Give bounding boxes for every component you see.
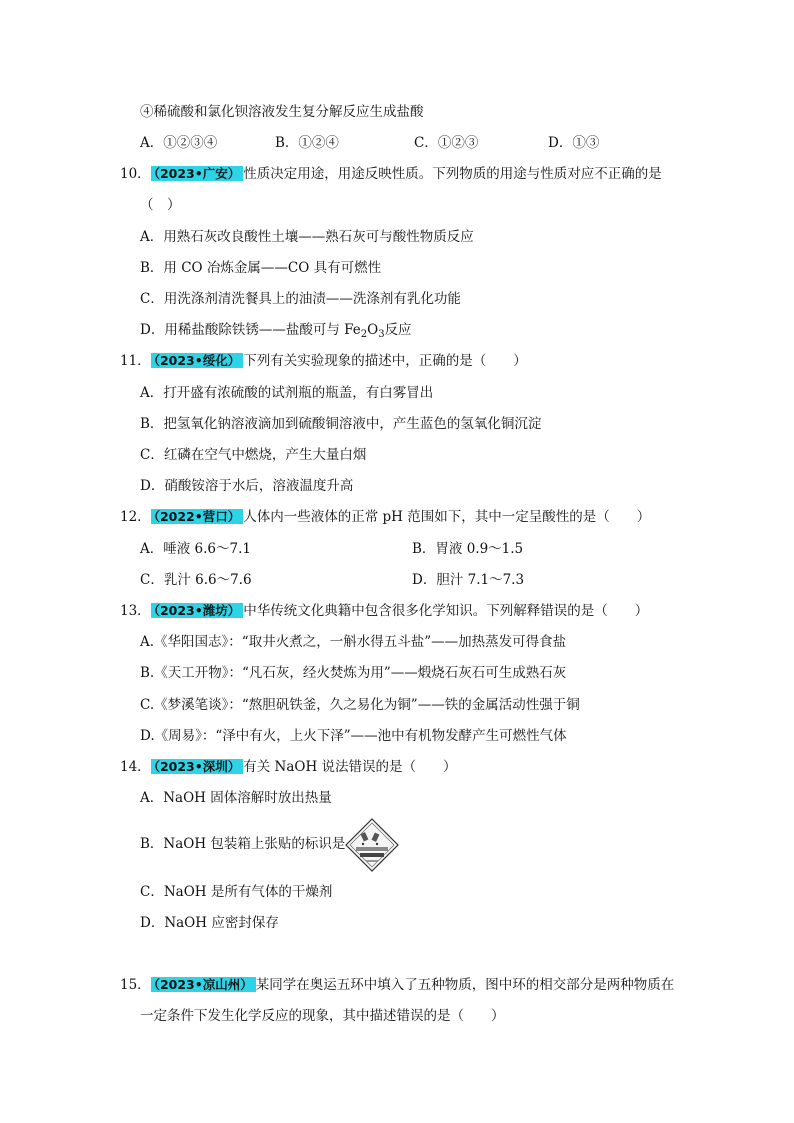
question-number: 13． xyxy=(120,603,151,619)
source-tag: （2023•凉山州） xyxy=(151,977,256,992)
option-text: D．用稀盐酸除铁锈——盐酸可与 Fe xyxy=(140,322,361,338)
question-number: 10． xyxy=(120,166,151,182)
q9-option-b: B．①②④ xyxy=(275,135,339,151)
q9-item4: ④稀硫酸和氯化钡溶液发生复分解反应生成盐酸 xyxy=(140,104,424,120)
q12-option-c: C．乳汁 6.6～7.6 xyxy=(140,572,252,588)
q12-option-a: A．唾液 6.6～7.1 xyxy=(140,541,251,557)
q12-stem xyxy=(120,507,650,527)
q13-option-a: A.《华阳国志》：“取井火煮之，一斛水得五斗盐”——加热蒸发可得食盐 xyxy=(140,634,567,650)
source-tag: （2022•营口） xyxy=(151,509,244,524)
q11-option-c: C．红磷在空气中燃烧，产生大量白烟 xyxy=(140,447,367,463)
question-number: 11． xyxy=(120,353,151,369)
q14-option-c: C．NaOH 是所有气体的干燥剂 xyxy=(140,884,333,900)
option-text: 反应 xyxy=(384,322,412,338)
q11-stem xyxy=(120,351,527,371)
q11-option-d: D．硝酸铵溶于水后，溶液温度升高 xyxy=(140,478,354,494)
q15-stem-continued: 一定条件下发生化学反应的现象，其中描述错误的是（ ） xyxy=(140,1008,505,1024)
q13-option-d: D.《周易》：“泽中有火，上火下泽”——池中有机物发酵产生可燃性气体 xyxy=(140,728,567,744)
option-text: B．NaOH 包装箱上张贴的标识是 xyxy=(140,836,346,852)
q12-option-d: D．胆汁 7.1～7.3 xyxy=(412,572,525,588)
q11-option-b: B．把氢氧化钠溶液滴加到硫酸铜溶液中，产生蓝色的氢氧化铜沉淀 xyxy=(140,416,542,432)
q14-option-d: D．NaOH 应密封保存 xyxy=(140,915,279,931)
q9-option-d: D．①③ xyxy=(548,135,600,151)
q12-option-b: B．胃液 0.9～1.5 xyxy=(412,541,524,557)
q10-answer-paren: （ ） xyxy=(140,197,181,213)
question-text: 有关 NaOH 说法错误的是（ ） xyxy=(243,759,457,775)
q9-option-a: A．①②③④ xyxy=(140,135,218,151)
q13-option-c: C.《梦溪笔谈》：“熬胆矾铁釜，久之易化为铜”——铁的金属活动性强于铜 xyxy=(140,697,580,713)
subscript: 3 xyxy=(378,329,385,340)
q14-option-b xyxy=(140,834,345,854)
q10-stem xyxy=(120,164,662,184)
question-number: 14． xyxy=(120,759,151,775)
q10-option-d xyxy=(140,320,412,345)
q13-option-b: B.《天工开物》：“凡石灰，经火焚炼为用”——煅烧石灰石可生成熟石灰 xyxy=(140,665,567,681)
question-number: 12． xyxy=(120,509,151,525)
q14-option-a: A．NaOH 固体溶解时放出热量 xyxy=(140,790,332,806)
question-number: 15． xyxy=(120,977,151,993)
question-text: 中华传统文化典籍中包含很多化学知识。下列解释错误的是（ ） xyxy=(243,603,649,619)
question-text: 下列有关实验现象的描述中，正确的是（ ） xyxy=(243,353,527,369)
q9-options xyxy=(140,133,599,153)
q10-option-b: B．用 CO 冶炼金属——CO 具有可燃性 xyxy=(140,260,382,276)
question-text: 性质决定用途，用途反映性质。下列物质的用途与性质对应不正确的是 xyxy=(243,166,662,182)
source-tag: （2023•绥化） xyxy=(151,353,244,368)
option-text: O xyxy=(367,322,379,338)
question-text: 某同学在奥运五环中填入了五种物质，图中环的相交部分是两种物质在 xyxy=(255,977,675,993)
source-tag: （2023•潍坊） xyxy=(151,603,244,618)
source-tag: （2023•深圳） xyxy=(151,759,244,774)
q14-stem xyxy=(120,757,457,777)
q15-stem xyxy=(120,975,674,995)
subscript: 2 xyxy=(360,329,368,340)
q10-option-a: A．用熟石灰改良酸性土壤——熟石灰可与酸性物质反应 xyxy=(140,229,474,245)
question-text: 人体内一些液体的正常 pH 范围如下，其中一定呈酸性的是（ ） xyxy=(243,509,651,525)
q10-option-c: C．用洗涤剂清洗餐具上的油渍——洗涤剂有乳化功能 xyxy=(140,291,461,307)
corrosive-hazard-label-icon xyxy=(344,817,400,873)
q11-option-a: A．打开盛有浓硫酸的试剂瓶的瓶盖，有白雾冒出 xyxy=(140,385,434,401)
q13-stem xyxy=(120,601,648,621)
q9-option-c: C．①②③ xyxy=(414,135,479,151)
source-tag: （2023•广安） xyxy=(151,166,244,181)
